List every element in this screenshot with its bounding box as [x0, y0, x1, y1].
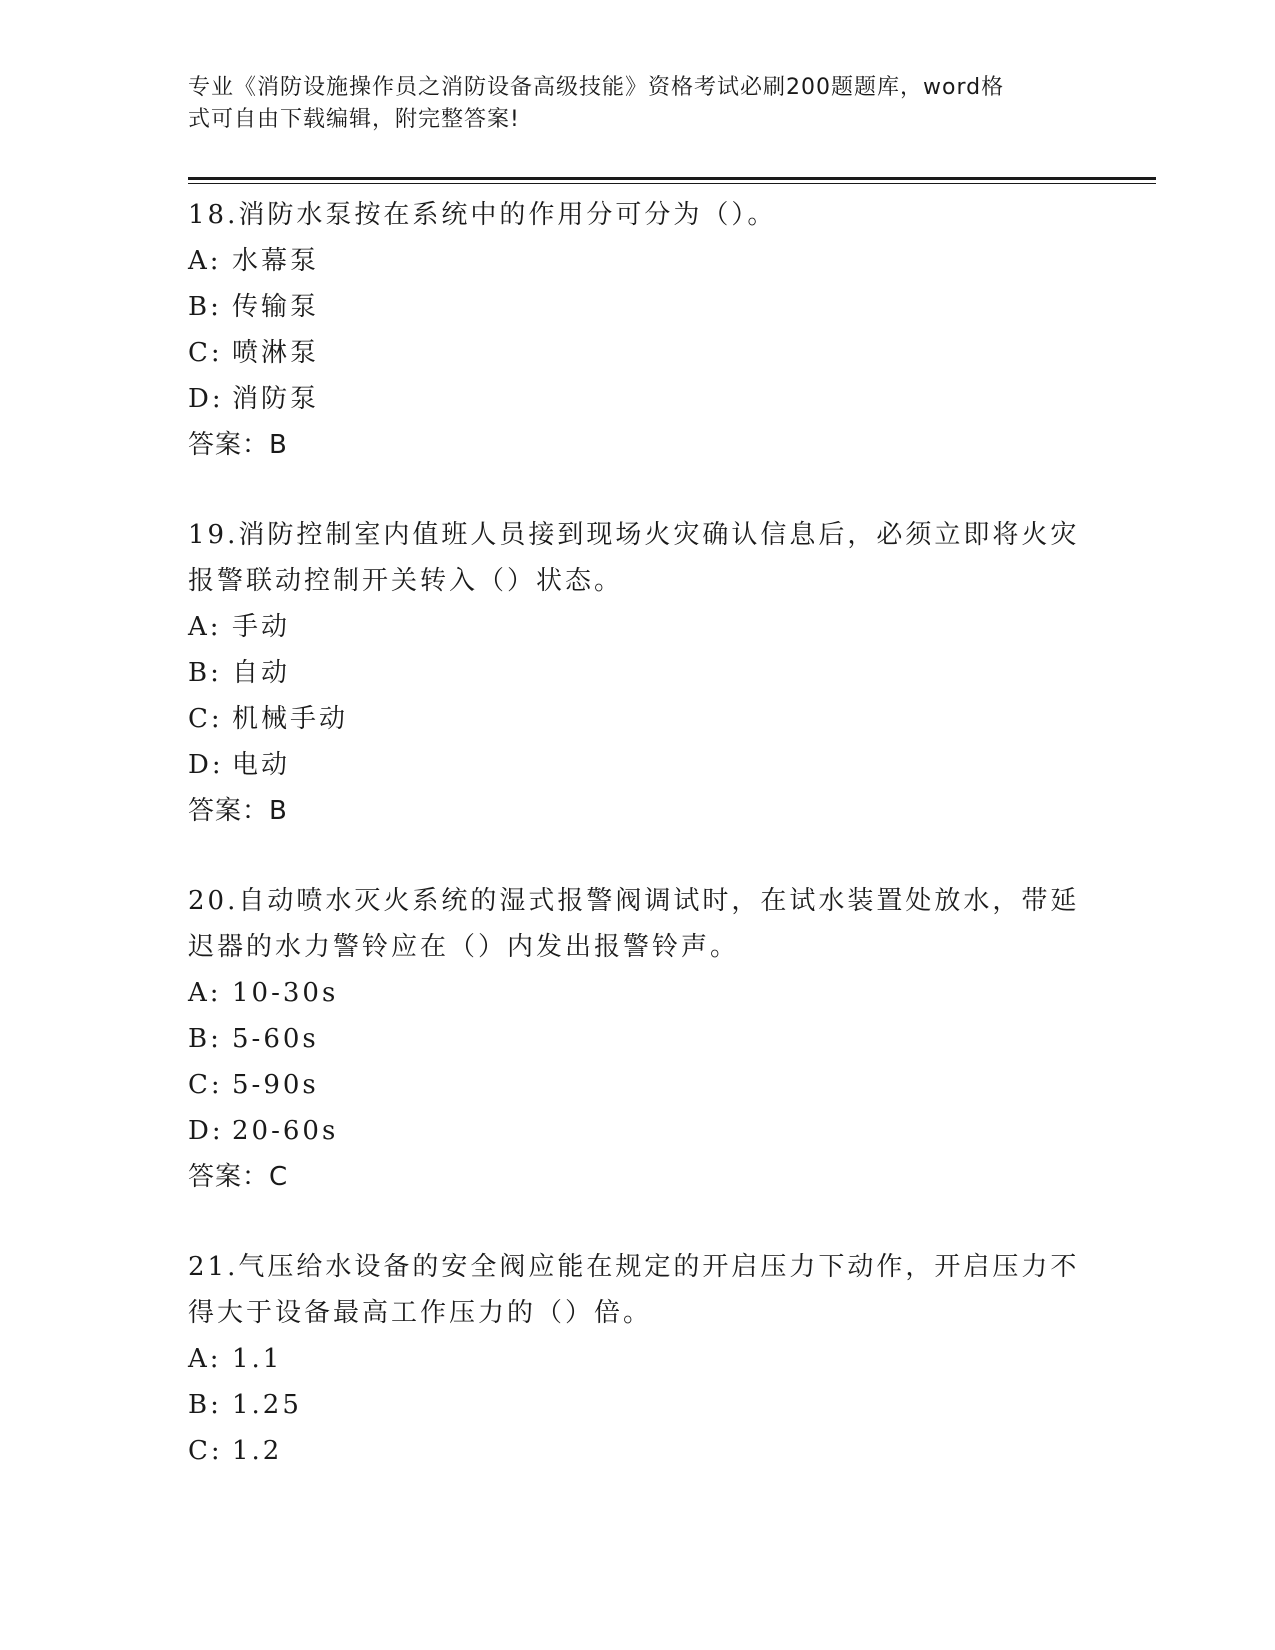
option-letter: D: — [188, 384, 224, 414]
option-text: 5-60s — [232, 1024, 319, 1054]
answer-line: 答案：B — [188, 430, 288, 460]
option-letter: C: — [188, 1070, 223, 1100]
option-text: 1.2 — [232, 1436, 283, 1466]
option-letter: C: — [188, 1436, 223, 1466]
question-item — [188, 878, 1088, 1200]
option-c — [188, 1062, 1088, 1108]
option-d — [188, 1108, 1088, 1154]
answer-line: 答案：C — [188, 1162, 289, 1192]
question-stem: 18.消防水泵按在系统中的作用分可分为（）。 — [188, 200, 777, 230]
question-item — [188, 1244, 1088, 1474]
answer-line: 答案：B — [188, 796, 288, 826]
option-text: 机械手动 — [232, 704, 349, 734]
option-letter: D: — [188, 750, 224, 780]
option-a — [188, 604, 1088, 650]
question-stem: 21.气压给水设备的安全阀应能在规定的开启压力下动作，开启压力不 — [188, 1252, 1080, 1282]
question-stem: 20.自动喷水灭火系统的湿式报警阀调试时，在试水装置处放水，带延 — [188, 886, 1080, 916]
option-text: 10-30s — [232, 978, 339, 1008]
option-a — [188, 970, 1088, 1016]
option-text: 电动 — [232, 750, 291, 780]
question-list — [188, 192, 1088, 1474]
option-letter: A: — [188, 246, 222, 276]
option-c — [188, 1428, 1088, 1474]
option-d — [188, 742, 1088, 788]
option-text: 5-90s — [232, 1070, 319, 1100]
option-letter: B: — [188, 292, 222, 322]
option-text: 1.1 — [232, 1344, 283, 1374]
question-item — [188, 512, 1088, 834]
question-spacer — [188, 1200, 1088, 1244]
option-text: 20-60s — [232, 1116, 339, 1146]
header-divider-thick — [188, 177, 1156, 180]
header-divider-thin — [188, 183, 1156, 184]
option-d — [188, 376, 1088, 422]
option-text: 自动 — [232, 658, 291, 688]
option-text: 喷淋泵 — [232, 338, 320, 368]
option-text: 手动 — [232, 612, 291, 642]
header-line-2: 式可自由下载编辑，附完整答案! — [188, 107, 520, 132]
question-stem-continued: 得大于设备最高工作压力的（）倍。 — [188, 1298, 653, 1328]
option-b — [188, 650, 1088, 696]
option-letter: C: — [188, 704, 223, 734]
option-letter: B: — [188, 658, 222, 688]
question-stem: 19.消防控制室内值班人员接到现场火灾确认信息后，必须立即将火灾 — [188, 520, 1080, 550]
option-letter: C: — [188, 338, 223, 368]
header-line-1: 专业《消防设施操作员之消防设备高级技能》资格考试必刷200题题库，word格 — [188, 75, 1005, 100]
option-b — [188, 284, 1088, 330]
question-item — [188, 192, 1088, 468]
question-stem-continued: 迟器的水力警铃应在（）内发出报警铃声。 — [188, 932, 740, 962]
option-a — [188, 238, 1088, 284]
option-letter: B: — [188, 1024, 222, 1054]
option-letter: B: — [188, 1390, 222, 1420]
question-spacer — [188, 834, 1088, 878]
document-header — [188, 72, 1088, 136]
option-text: 传输泵 — [232, 292, 320, 322]
option-b — [188, 1016, 1088, 1062]
option-c — [188, 696, 1088, 742]
question-spacer — [188, 468, 1088, 512]
option-text: 1.25 — [232, 1390, 302, 1420]
option-b — [188, 1382, 1088, 1428]
option-letter: A: — [188, 978, 222, 1008]
option-letter: A: — [188, 612, 222, 642]
option-letter: A: — [188, 1344, 222, 1374]
question-stem-continued: 报警联动控制开关转入（）状态。 — [188, 566, 624, 596]
option-c — [188, 330, 1088, 376]
option-text: 消防泵 — [232, 384, 320, 414]
option-a — [188, 1336, 1088, 1382]
option-letter: D: — [188, 1116, 224, 1146]
option-text: 水幕泵 — [232, 246, 320, 276]
